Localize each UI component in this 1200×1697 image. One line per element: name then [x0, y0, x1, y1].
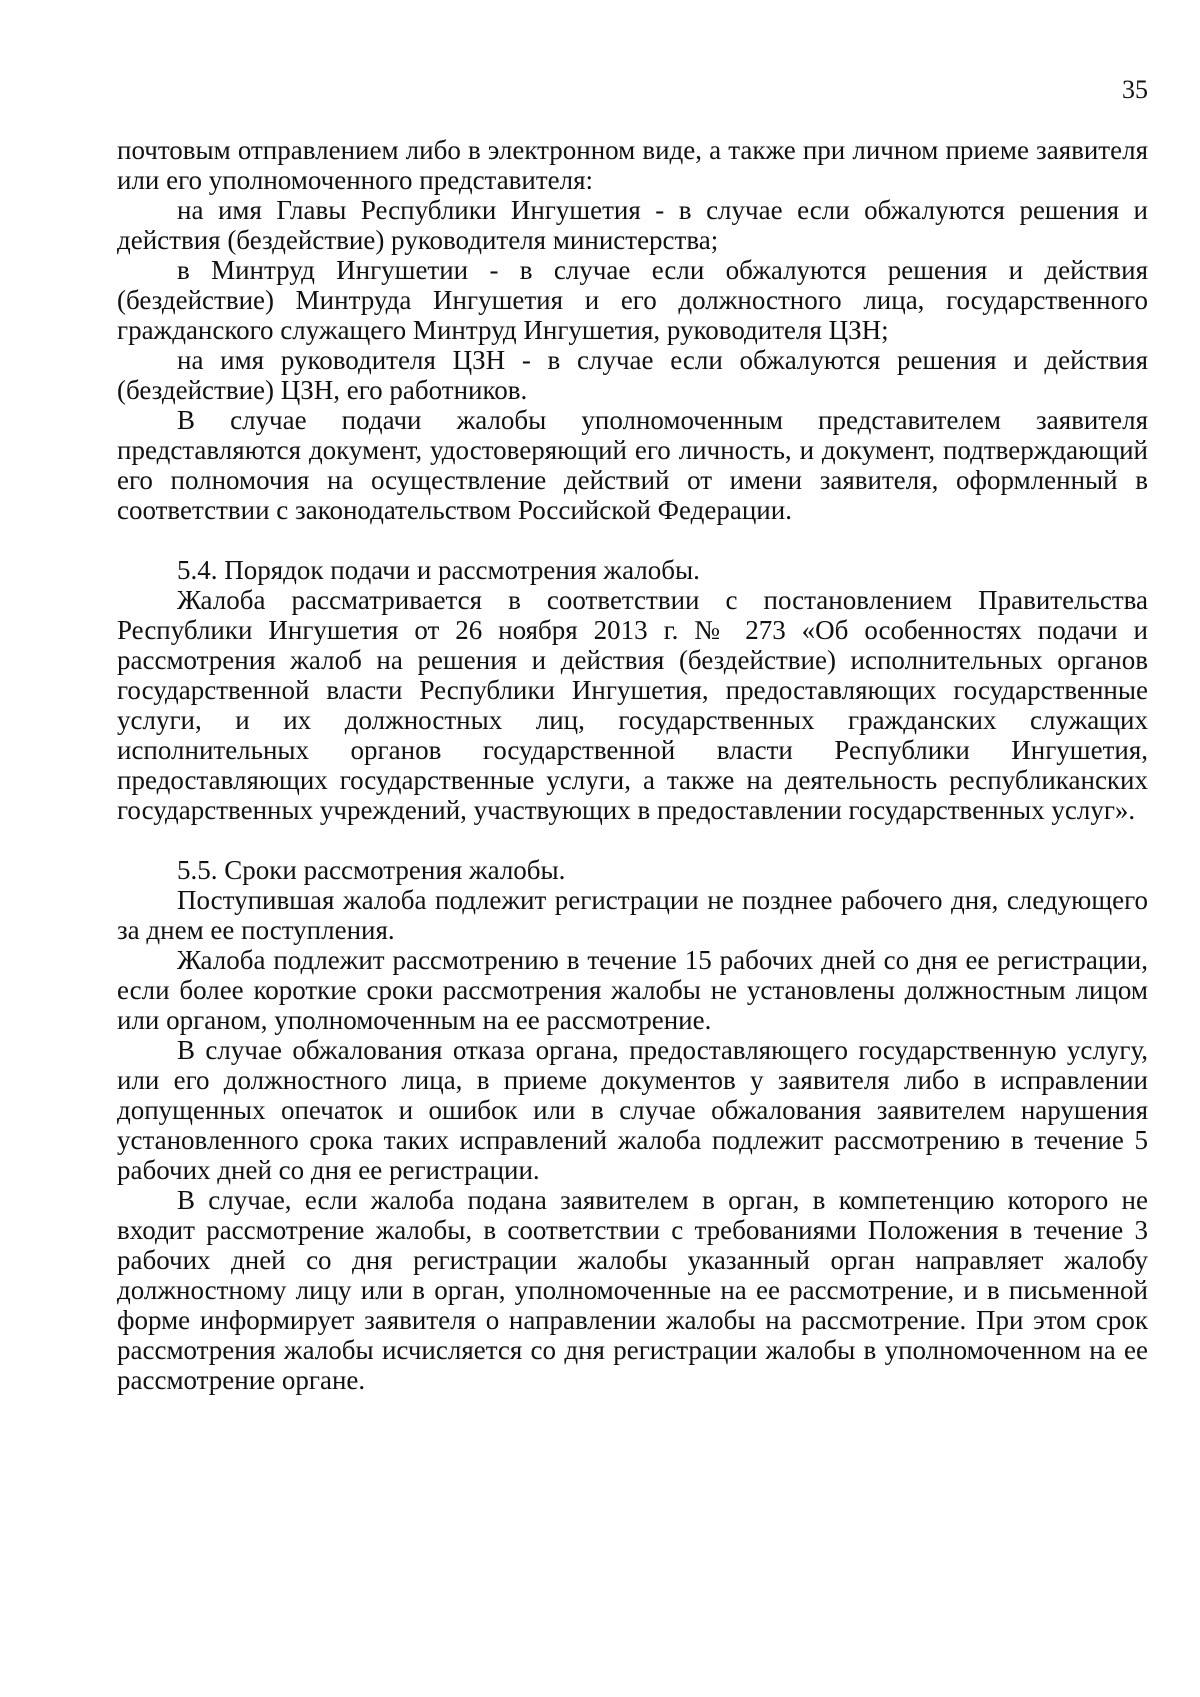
section-5-5-paragraph: В случае, если жалоба подана заявителем в орган, в компетенцию которого не входит рассмотрение жалобы, в соответствии с требованиями Положения в течение 3 рабочих дней со дня регистрации жалобы указанный орган направляет жалобу должностному лицу или в орган, уполномоченные на ее рассмотрение, и в письменной форме информирует заявителя о направлении жалобы на рассмотрение. При этом срок рассмотрения жалобы исчисляется со дня регистрации жалобы в уполномоченном на ее рассмотрение органе.: [117, 1185, 1148, 1395]
section-5-4: [117, 555, 1148, 825]
section-5-5-paragraph: В случае обжалования отказа органа, предоставляющего государственную услугу, или его должностного лица, в приеме документов у заявителя либо в исправлении допущенных опечаток и ошибок или в случае обжалования заявителем нарушения установленного срока таких исправлений жалоба подлежит рассмотрению в течение 5 рабочих дней со дня ее регистрации.: [117, 1035, 1148, 1185]
section-5-5: [117, 855, 1148, 1395]
intro-item-czn-head: на имя руководителя ЦЗН - в случае если обжалуются решения и действия (бездействие) ЦЗН, его работников.: [117, 345, 1148, 405]
document-body: [117, 135, 1148, 1395]
intro-item-head-of-republic: на имя Главы Республики Ингушетия - в случае если обжалуются решения и действия (бездействие) руководителя министерства;: [117, 195, 1148, 255]
page-number: 35: [1122, 75, 1148, 104]
intro-representative-paragraph: В случае подачи жалобы уполномоченным представителем заявителя представляются документ, удостоверяющий его личность, и документ, подтверждающий его полномочия на осуществление действий от имени заявителя, оформленный в соответствии с законодательством Российской Федерации.: [117, 405, 1148, 525]
section-5-5-paragraph: Поступившая жалоба подлежит регистрации не позднее рабочего дня, следующего за днем ее поступления.: [117, 885, 1148, 945]
section-5-5-paragraph: Жалоба подлежит рассмотрению в течение 15 рабочих дней со дня ее регистрации, если более короткие сроки рассмотрения жалобы не установлены должностным лицом или органом, уполномоченным на ее рассмотрение.: [117, 945, 1148, 1035]
intro-lead-paragraph: почтовым отправлением либо в электронном виде, а также при личном приеме заявителя или его уполномоченного представителя:: [117, 135, 1148, 195]
section-5-4-paragraph: Жалоба рассматривается в соответствии с постановлением Правительства Республики Ингушетия от 26 ноября 2013 г. № 273 «Об особенностях подачи и рассмотрения жалоб на решения и действия (бездействие) исполнительных органов государственной власти Республики Ингушетия, предоставляющих государственные услуги, и их должностных лиц, государственных гражданских служащих исполнительных органов государственной власти Республики Ингушетия, предоставляющих государственные услуги, а также на деятельность республиканских государственных учреждений, участвующих в предоставлении государственных услуг».: [117, 585, 1148, 825]
intro-item-ministry-of-labor: в Минтруд Ингушетии - в случае если обжалуются решения и действия (бездействие) Минтруда Ингушетия и его должностного лица, государственного гражданского служащего Минтруд Ингушетия, руководителя ЦЗН;: [117, 255, 1148, 345]
section-5-4-heading: 5.4. Порядок подачи и рассмотрения жалобы.: [177, 555, 700, 585]
complaint-submission-section: [117, 135, 1148, 525]
section-5-5-heading: 5.5. Сроки рассмотрения жалобы.: [177, 855, 566, 885]
